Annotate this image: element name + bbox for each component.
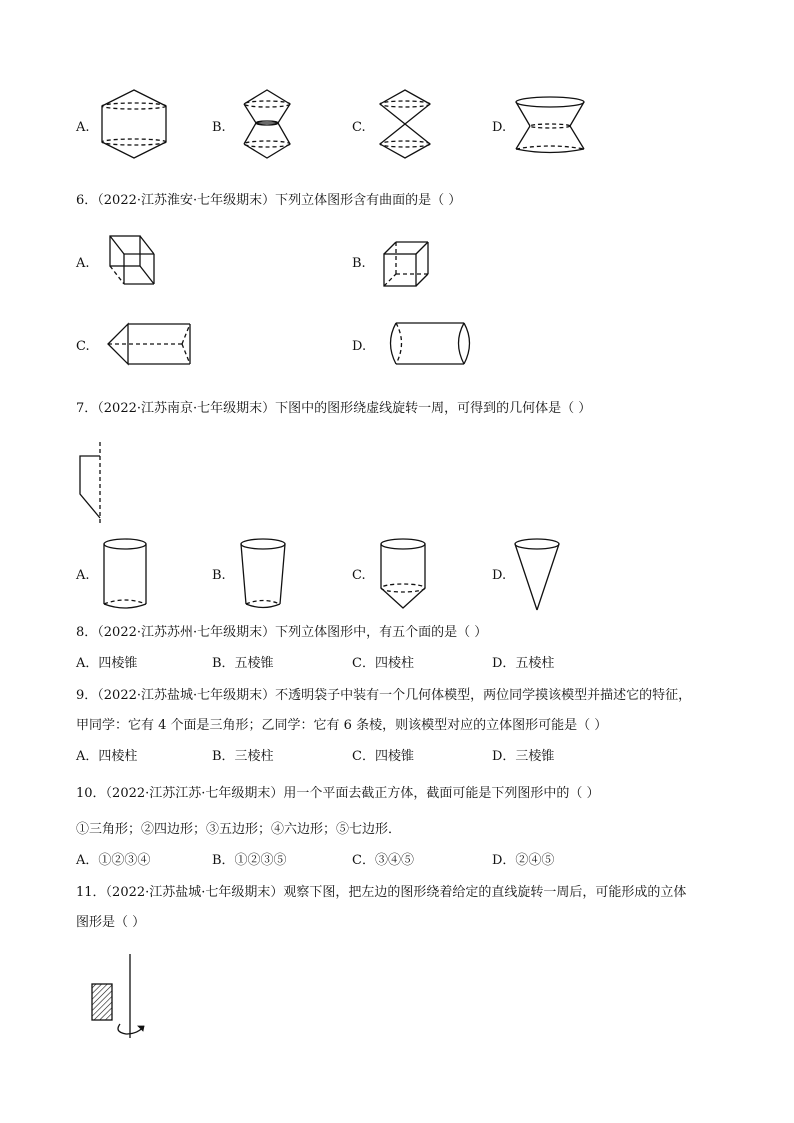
q11-rotation-figure — [88, 952, 152, 1042]
q6-option-c-letter: C. — [76, 339, 90, 354]
q7-option-a-figure — [100, 536, 152, 614]
q8-option-b: B．五棱锥 — [212, 656, 274, 671]
q11-stem-line-1: 11．（2022·江苏盐城·七年级期末）观察下图，把左边的图形绕着给定的直线旋转一周后，可能形成的立体 — [76, 885, 687, 900]
q9-option-c: C．四棱锥 — [352, 749, 414, 764]
q9-stem-line-1: 9．（2022·江苏盐城·七年级期末）不透明袋子中装有一个几何体模型，两位同学摸该模型并描述它的特征， — [76, 688, 692, 703]
q5-option-b-letter: B. — [212, 120, 226, 135]
q7-option-d-letter: D. — [492, 568, 507, 583]
q7-option-a-letter: A. — [76, 568, 90, 583]
q10-option-d: D．②④⑤ — [492, 853, 555, 868]
q7-option-d-figure — [512, 536, 564, 614]
q8-stem: 8．（2022·江苏苏州·七年级期末）下列立体图形中，有五个面的是（ ） — [76, 625, 488, 640]
q9-option-d: D．三棱锥 — [492, 749, 555, 764]
q5-option-c-figure — [378, 88, 438, 160]
q6-option-d-figure — [384, 320, 478, 368]
q10-option-a: A．①②③④ — [76, 853, 151, 868]
q7-rotation-figure — [74, 440, 110, 526]
q5-option-a-letter: A. — [76, 120, 90, 135]
q5-option-c-letter: C. — [352, 120, 366, 135]
q10-list: ①三角形；②四边形；③五边形；④六边形；⑤七边形． — [76, 822, 402, 837]
q5-option-a-figure — [100, 88, 172, 160]
q6-option-d-letter: D. — [352, 339, 367, 354]
q7-option-b-letter: B. — [212, 568, 226, 583]
q10-stem: 10．（2022·江苏江苏·七年级期末）用一个平面去截正方体，截面可能是下列图形中的（ ） — [76, 786, 600, 801]
q7-stem: 7．（2022·江苏南京·七年级期末）下图中的图形绕虚线旋转一周，可得到的几何体是（ ） — [76, 401, 592, 416]
q5-option-d-figure — [514, 96, 588, 156]
q8-option-a: A．四棱锥 — [76, 656, 138, 671]
q7-option-c-figure — [378, 536, 430, 614]
q8-option-c: C．四棱柱 — [352, 656, 414, 671]
q8-option-d: D．五棱柱 — [492, 656, 555, 671]
q9-option-b: B．三棱柱 — [212, 749, 274, 764]
q7-option-c-letter: C. — [352, 568, 366, 583]
q6-option-b-figure — [382, 240, 432, 290]
q5-option-d-letter: D. — [492, 120, 507, 135]
q5-option-b-figure — [240, 88, 300, 160]
q11-stem-line-2: 图形是（ ） — [76, 915, 146, 930]
q7-option-b-figure — [238, 536, 290, 614]
q10-option-b: B．①②③⑤ — [212, 853, 287, 868]
q6-stem: 6．（2022·江苏淮安·七年级期末）下列立体图形含有曲面的是（ ） — [76, 193, 462, 208]
q6-option-b-letter: B. — [352, 256, 366, 271]
q9-option-a: A．四棱柱 — [76, 749, 138, 764]
q9-stem-line-2: 甲同学：它有 4 个面是三角形；乙同学：它有 6 条棱，则该模型对应的立体图形可能是（ ） — [76, 718, 608, 733]
q6-option-a-figure — [108, 234, 160, 286]
q6-option-c-figure — [106, 320, 196, 370]
q6-option-a-letter: A. — [76, 256, 90, 271]
q10-option-c: C．③④⑤ — [352, 853, 414, 868]
